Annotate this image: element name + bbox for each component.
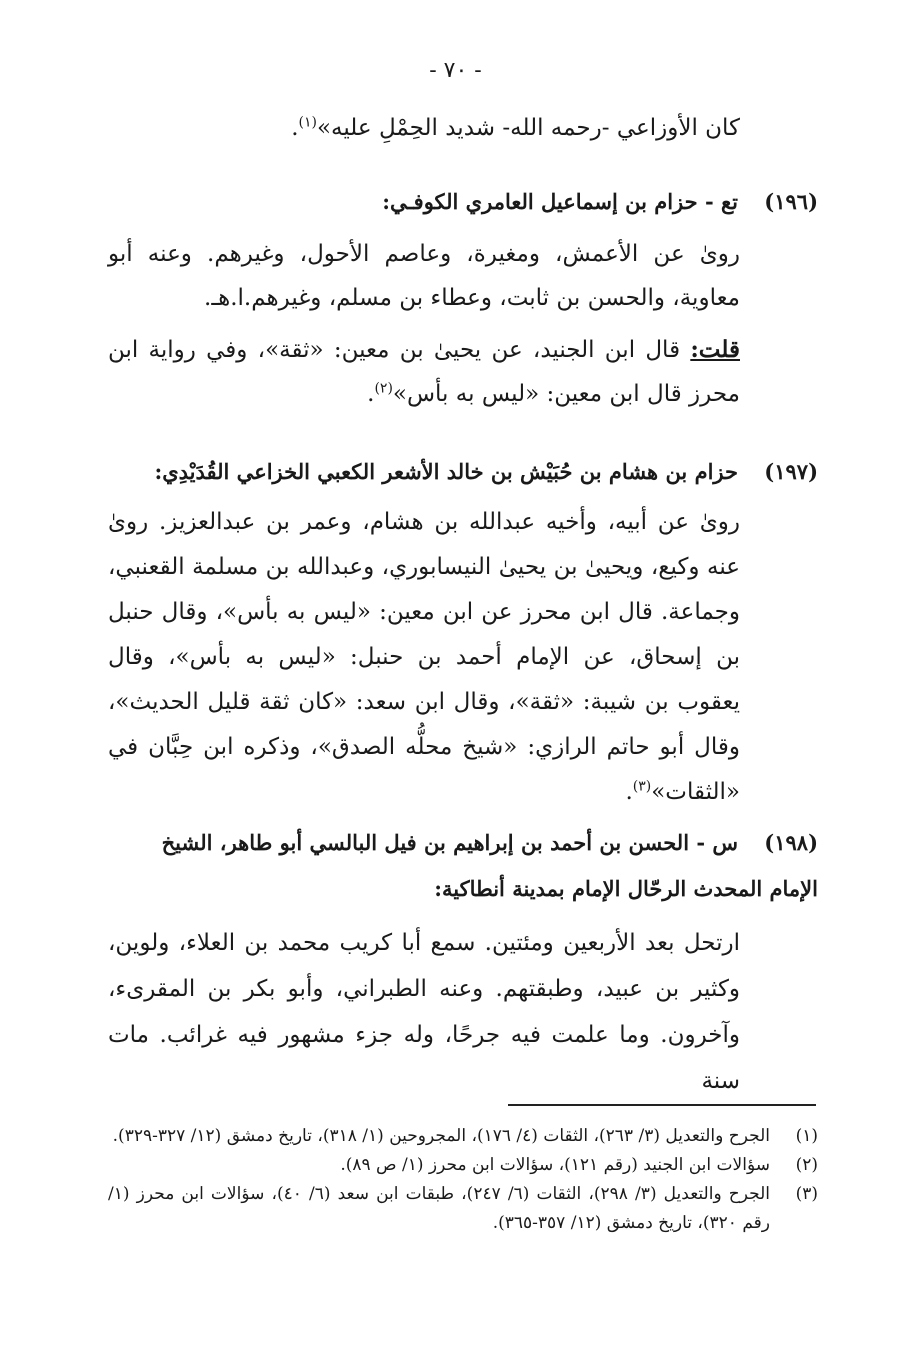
footnote-item [108, 1180, 818, 1238]
entry-body: روىٰ عن أبيه، وأخيه عبدالله بن هشام، وعمر بن عبدالعزيز. روىٰ عنه وكيع، ويحيىٰ بن يحيىٰ النيسابوري، وعبدالله بن مسلمة القعنبي، وجماعة. قال ابن محرز عن ابن معين: «ليس به بأس»، وقال حنبل بن إسحاق، عن الإمام أحمد بن حنبل: «ليس به بأس»، وقال يعقوب بن شيبة: «ثقة»، وقال ابن سعد: «كان ثقة قليل الحديث»، وقال أبو حاتم الرازي: «شيخ محلُّه الصدق»، وذكره ابن حِبَّان في «الثقات» [108, 509, 740, 805]
entry-heading [108, 450, 818, 494]
opening-line-end: . [291, 115, 299, 141]
entry-title: س - الحسن بن أحمد بن إبراهيم بن فيل البالسي أبو طاهر، الشيخ الإمام المحدث الرحّال الإمام بمدينة أنطاكية: [161, 830, 818, 901]
opening-line [108, 106, 740, 150]
footnote-divider [508, 1104, 816, 1106]
footnote-text: الجرح والتعديل (٣/ ٢٦٣)، الثقات (٤/ ١٧٦)، المجروحين (١/ ٣١٨)، تاريخ دمشق (١٢/ ٣٢٧-٣٢٩). [112, 1126, 770, 1146]
footnote-number: (١) [795, 1126, 818, 1146]
entry-paragraph [108, 328, 740, 416]
entry-number: (١٩٨) [764, 830, 818, 855]
entry-end: . [367, 381, 375, 407]
entry-number: (١٩٧) [764, 459, 818, 484]
entry-body: روىٰ عن الأعمش، ومغيرة، وعاصم الأحول، وغيرهم. وعنه أبو معاوية، والحسن بن ثابت، وعطاء بن مسلم، وغيرهم.ا.هـ. [108, 241, 740, 311]
entry-number: (١٩٦) [764, 189, 818, 214]
footnote-ref: (١) [298, 114, 317, 131]
entry-body: قال ابن الجنيد، عن يحيىٰ بن معين: «ثقة»، وفي رواية ابن محرز قال ابن معين: «ليس به بأس» [108, 337, 740, 407]
qult-label: قلت: [690, 336, 740, 363]
footnote-item [108, 1122, 818, 1151]
footnotes [108, 1122, 818, 1238]
footnote-ref: (٢) [374, 380, 393, 397]
footnote-number: (٣) [795, 1184, 818, 1204]
entry-heading [108, 180, 818, 224]
footnote-number: (٢) [795, 1155, 818, 1175]
footnote-text: سؤالات ابن الجنيد (رقم ١٢١)، سؤالات ابن محرز (١/ ص ٨٩). [340, 1155, 770, 1175]
footnote-ref: (٣) [632, 778, 652, 795]
entry-paragraph [108, 232, 740, 320]
entry-paragraph [108, 920, 740, 1104]
entry-title: تع - حزام بن إسماعيل العامري الكوفـي: [382, 189, 738, 214]
footnote-item [108, 1151, 818, 1180]
entry-paragraph [108, 500, 740, 815]
entry-body: ارتحل بعد الأربعين ومئتين. سمع أبا كريب محمد بن العلاء، ولوين، وكثير بن عبيد، وطبقتهم. وعنه الطبراني، وأبو بكر بن المقرىء، وآخرون. وما علمت فيه جرحًا، وله جزء مشهور فيه غرائب. مات سنة [108, 930, 740, 1094]
entry-heading [108, 820, 818, 912]
opening-line-text: كان الأوزاعي -رحمه الله- شديد الحِمْلِ عليه» [316, 115, 740, 141]
footnote-text: الجرح والتعديل (٣/ ٢٩٨)، الثقات (٦/ ٢٤٧)، طبقات ابن سعد (٦/ ٤٠)، سؤالات ابن محرز (١/ رقم ٣٢٠)، تاريخ دمشق (١٢/ ٣٥٧-٣٦٥). [108, 1184, 771, 1233]
entry-title: حزام بن هشام بن حُبَيْش بن خالد الأشعر الكعبي الخزاعي القُدَيْدِي: [154, 459, 738, 484]
entry-end: . [625, 779, 633, 805]
page-number: - ٧٠ - [429, 58, 482, 83]
